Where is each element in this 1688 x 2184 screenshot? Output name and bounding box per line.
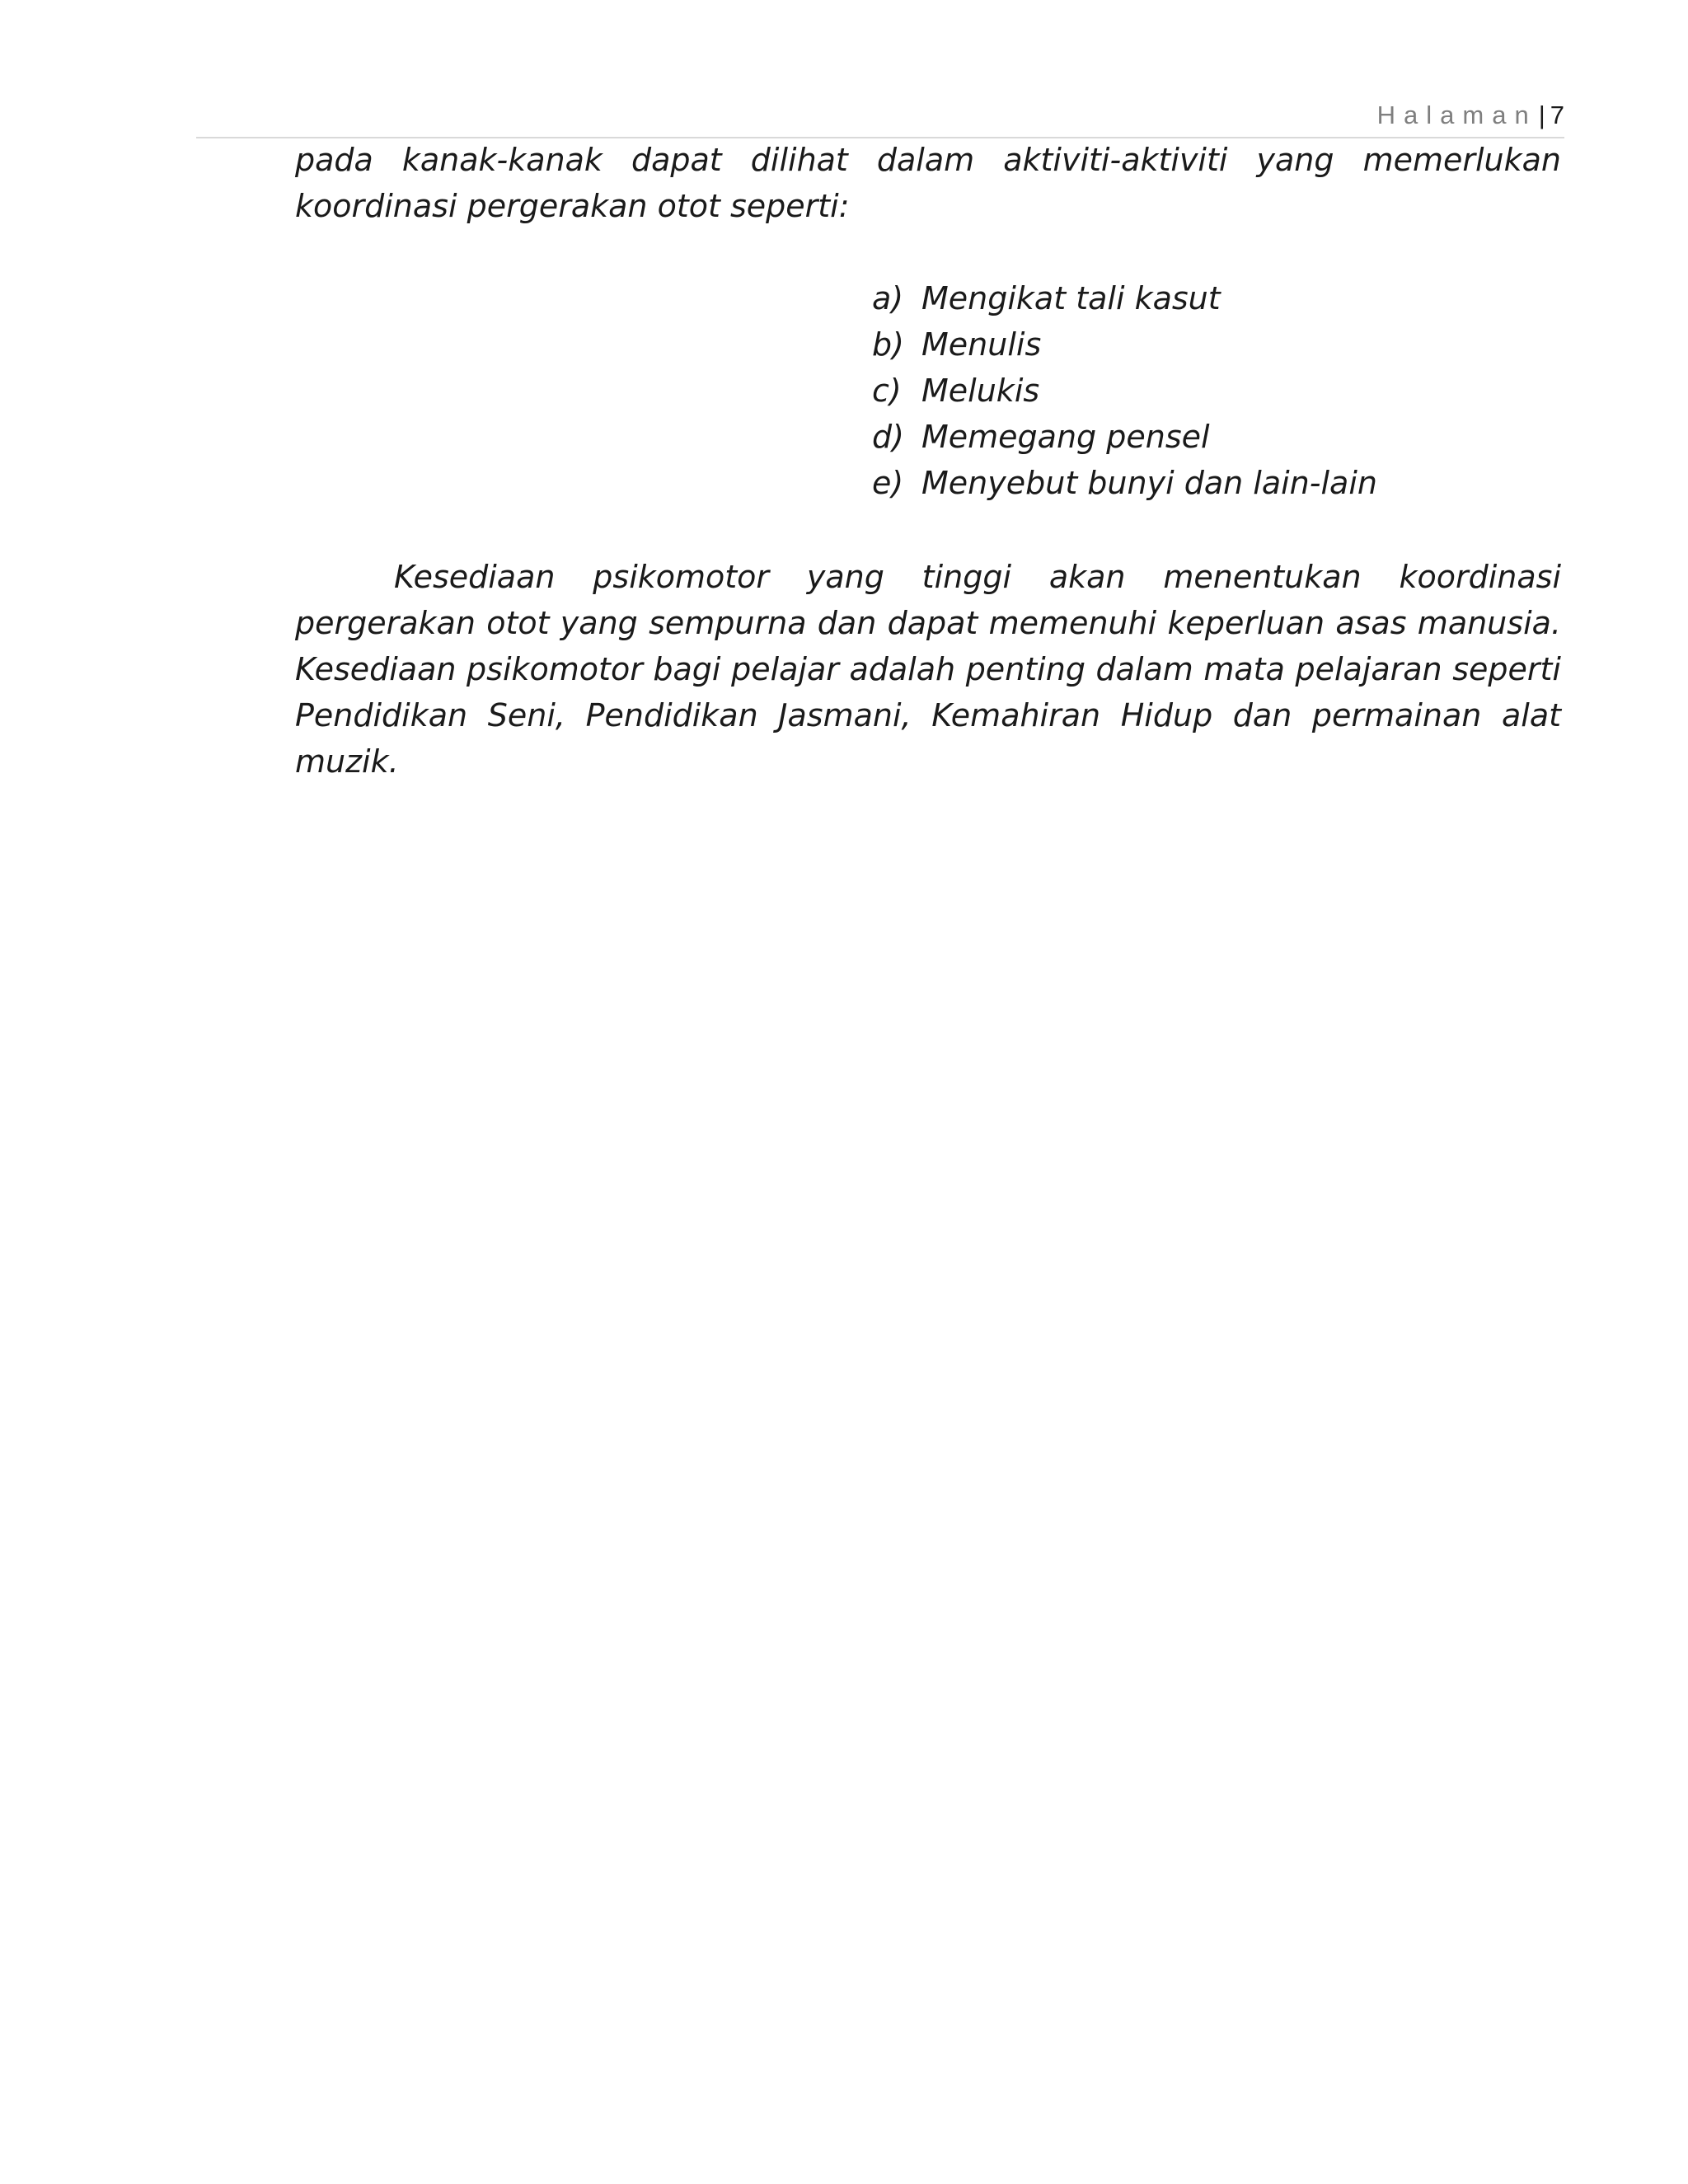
list-item-text: Menyebut bunyi dan lain-lain [921,465,1377,501]
intro-paragraph: pada kanak-kanak dapat dilihat dalam aktiviti-aktiviti yang memerlukan koordinasi pergerakan otot seperti: [295,142,1561,224]
list-item-marker: c) [872,373,902,409]
page-header [196,97,1564,138]
page-number-label [1377,101,1564,130]
list-item-text: Menulis [921,326,1042,363]
list-item [872,321,1377,368]
header-word: Halaman [1376,101,1537,129]
list-item-text: Melukis [921,373,1040,409]
list-item-text: Memegang pensel [921,419,1210,455]
activity-list [872,275,1377,506]
list-item [872,460,1377,506]
list-item-marker: e) [872,465,904,501]
list-item-text: Mengikat tali kasut [921,280,1221,316]
list-item [872,414,1377,460]
list-item-marker: b) [872,326,904,363]
closing-paragraph: Kesediaan psikomotor yang tinggi akan menentukan koordinasi pergerakan otot yang sempurna dan dapat memenuhi keperluan asas manusia. Kesediaan psikomotor bagi pelajar adalah penting dalam mata pelajaran seperti Pendidikan Seni, Pendidikan Jasmani, Kemahiran Hidup dan permainan alat muzik. [295,559,1561,780]
list-item-marker: d) [872,419,904,455]
header-separator: | [1538,101,1545,129]
list-item-marker: a) [872,280,904,316]
page-number: 7 [1550,101,1564,129]
list-item [872,368,1377,414]
list-item [872,275,1377,321]
